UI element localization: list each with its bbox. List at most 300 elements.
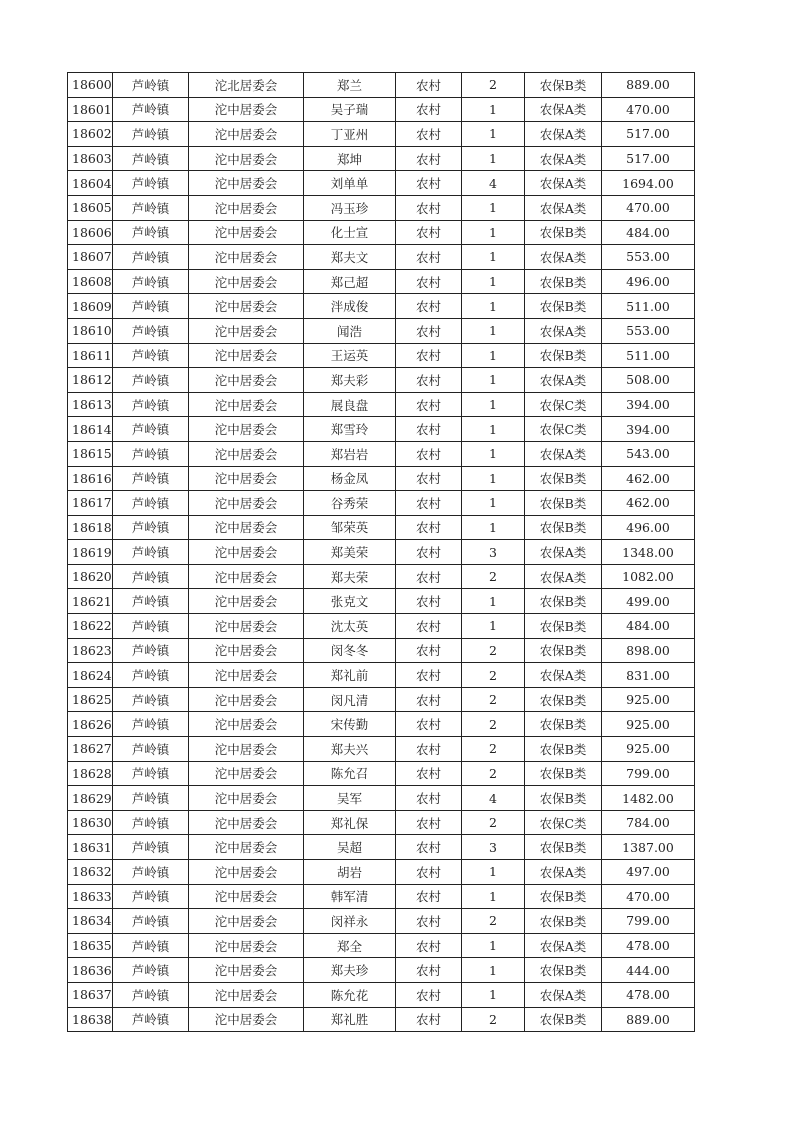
table-row [68, 687, 695, 712]
household-type-cell: 农村 [396, 491, 462, 516]
member-count-cell: 1 [462, 122, 525, 147]
person-name-cell: 闵祥永 [304, 909, 396, 934]
town-cell: 芦岭镇 [113, 810, 189, 835]
household-type-cell: 农村 [396, 122, 462, 147]
household-type-cell: 农村 [396, 269, 462, 294]
amount-cell: 831.00 [602, 663, 695, 688]
insurance-category-cell: 农保C类 [525, 392, 602, 417]
insurance-category-cell: 农保A类 [525, 368, 602, 393]
row-id-cell: 18609 [68, 294, 113, 319]
row-id-cell: 18611 [68, 343, 113, 368]
household-type-cell: 农村 [396, 982, 462, 1007]
row-id-cell: 18618 [68, 515, 113, 540]
household-type-cell: 农村 [396, 540, 462, 565]
amount-cell: 553.00 [602, 318, 695, 343]
town-cell: 芦岭镇 [113, 884, 189, 909]
person-name-cell: 郑雪玲 [304, 417, 396, 442]
committee-cell: 沱中居委会 [189, 687, 304, 712]
committee-cell: 沱中居委会 [189, 933, 304, 958]
person-name-cell: 郑礼保 [304, 810, 396, 835]
committee-cell: 沱中居委会 [189, 982, 304, 1007]
person-name-cell: 郑己超 [304, 269, 396, 294]
person-name-cell: 闻浩 [304, 318, 396, 343]
member-count-cell: 1 [462, 491, 525, 516]
household-type-cell: 农村 [396, 1007, 462, 1032]
insurance-category-cell: 农保B类 [525, 884, 602, 909]
amount-cell: 925.00 [602, 737, 695, 762]
row-id-cell: 18632 [68, 860, 113, 885]
member-count-cell: 1 [462, 392, 525, 417]
town-cell: 芦岭镇 [113, 122, 189, 147]
committee-cell: 沱中居委会 [189, 245, 304, 270]
household-type-cell: 农村 [396, 786, 462, 811]
row-id-cell: 18634 [68, 909, 113, 934]
town-cell: 芦岭镇 [113, 343, 189, 368]
person-name-cell: 郑美荣 [304, 540, 396, 565]
table-row [68, 441, 695, 466]
member-count-cell: 1 [462, 441, 525, 466]
household-type-cell: 农村 [396, 245, 462, 270]
member-count-cell: 1 [462, 933, 525, 958]
town-cell: 芦岭镇 [113, 294, 189, 319]
committee-cell: 沱中居委会 [189, 195, 304, 220]
row-id-cell: 18619 [68, 540, 113, 565]
insurance-category-cell: 农保B类 [525, 761, 602, 786]
insurance-category-cell: 农保B类 [525, 786, 602, 811]
row-id-cell: 18600 [68, 73, 113, 98]
person-name-cell: 吴军 [304, 786, 396, 811]
town-cell: 芦岭镇 [113, 392, 189, 417]
amount-cell: 496.00 [602, 515, 695, 540]
person-name-cell: 冯玉珍 [304, 195, 396, 220]
household-type-cell: 农村 [396, 318, 462, 343]
table-row [68, 122, 695, 147]
committee-cell: 沱中居委会 [189, 712, 304, 737]
town-cell: 芦岭镇 [113, 614, 189, 639]
person-name-cell: 化士宣 [304, 220, 396, 245]
committee-cell: 沱中居委会 [189, 663, 304, 688]
member-count-cell: 1 [462, 97, 525, 122]
town-cell: 芦岭镇 [113, 589, 189, 614]
insurance-category-cell: 农保B类 [525, 269, 602, 294]
committee-cell: 沱中居委会 [189, 97, 304, 122]
table-row [68, 663, 695, 688]
row-id-cell: 18633 [68, 884, 113, 909]
household-type-cell: 农村 [396, 97, 462, 122]
person-name-cell: 闵冬冬 [304, 638, 396, 663]
row-id-cell: 18627 [68, 737, 113, 762]
committee-cell: 沱中居委会 [189, 220, 304, 245]
committee-cell: 沱中居委会 [189, 737, 304, 762]
household-type-cell: 农村 [396, 195, 462, 220]
member-count-cell: 2 [462, 687, 525, 712]
town-cell: 芦岭镇 [113, 737, 189, 762]
amount-cell: 394.00 [602, 417, 695, 442]
table-row [68, 515, 695, 540]
town-cell: 芦岭镇 [113, 958, 189, 983]
town-cell: 芦岭镇 [113, 146, 189, 171]
insurance-category-cell: 农保A类 [525, 663, 602, 688]
member-count-cell: 4 [462, 786, 525, 811]
amount-cell: 1348.00 [602, 540, 695, 565]
amount-cell: 478.00 [602, 982, 695, 1007]
insurance-category-cell: 农保B类 [525, 515, 602, 540]
committee-cell: 沱中居委会 [189, 638, 304, 663]
insurance-category-cell: 农保A类 [525, 318, 602, 343]
row-id-cell: 18607 [68, 245, 113, 270]
household-type-cell: 农村 [396, 933, 462, 958]
row-id-cell: 18610 [68, 318, 113, 343]
household-type-cell: 农村 [396, 687, 462, 712]
committee-cell: 沱中居委会 [189, 909, 304, 934]
amount-cell: 496.00 [602, 269, 695, 294]
town-cell: 芦岭镇 [113, 171, 189, 196]
person-name-cell: 郑夫珍 [304, 958, 396, 983]
member-count-cell: 1 [462, 195, 525, 220]
household-type-cell: 农村 [396, 564, 462, 589]
town-cell: 芦岭镇 [113, 663, 189, 688]
row-id-cell: 18620 [68, 564, 113, 589]
table-row [68, 638, 695, 663]
table-row [68, 318, 695, 343]
table-row [68, 245, 695, 270]
row-id-cell: 18625 [68, 687, 113, 712]
insurance-category-cell: 农保B类 [525, 491, 602, 516]
insurance-category-cell: 农保B类 [525, 294, 602, 319]
household-type-cell: 农村 [396, 73, 462, 98]
table-row [68, 368, 695, 393]
household-type-cell: 农村 [396, 909, 462, 934]
insurance-category-cell: 农保B类 [525, 638, 602, 663]
town-cell: 芦岭镇 [113, 491, 189, 516]
person-name-cell: 郑岩岩 [304, 441, 396, 466]
member-count-cell: 2 [462, 564, 525, 589]
row-id-cell: 18613 [68, 392, 113, 417]
member-count-cell: 2 [462, 73, 525, 98]
insurance-category-cell: 农保B类 [525, 958, 602, 983]
committee-cell: 沱中居委会 [189, 958, 304, 983]
household-type-cell: 农村 [396, 860, 462, 885]
household-type-cell: 农村 [396, 884, 462, 909]
town-cell: 芦岭镇 [113, 195, 189, 220]
amount-cell: 478.00 [602, 933, 695, 958]
town-cell: 芦岭镇 [113, 909, 189, 934]
committee-cell: 沱中居委会 [189, 540, 304, 565]
insurance-category-cell: 农保A类 [525, 146, 602, 171]
insurance-category-cell: 农保A类 [525, 122, 602, 147]
amount-cell: 394.00 [602, 392, 695, 417]
insurance-category-cell: 农保A类 [525, 441, 602, 466]
row-id-cell: 18624 [68, 663, 113, 688]
amount-cell: 925.00 [602, 712, 695, 737]
person-name-cell: 郑坤 [304, 146, 396, 171]
committee-cell: 沱中居委会 [189, 884, 304, 909]
member-count-cell: 1 [462, 318, 525, 343]
household-type-cell: 农村 [396, 171, 462, 196]
insurance-category-cell: 农保B类 [525, 1007, 602, 1032]
table-row [68, 786, 695, 811]
member-count-cell: 1 [462, 589, 525, 614]
amount-cell: 462.00 [602, 466, 695, 491]
insurance-category-cell: 农保A类 [525, 245, 602, 270]
household-type-cell: 农村 [396, 958, 462, 983]
town-cell: 芦岭镇 [113, 835, 189, 860]
insurance-category-cell: 农保B类 [525, 737, 602, 762]
table-row [68, 417, 695, 442]
table-row [68, 589, 695, 614]
household-type-cell: 农村 [396, 146, 462, 171]
person-name-cell: 郑夫兴 [304, 737, 396, 762]
town-cell: 芦岭镇 [113, 220, 189, 245]
person-name-cell: 郑礼胜 [304, 1007, 396, 1032]
member-count-cell: 1 [462, 146, 525, 171]
household-type-cell: 农村 [396, 737, 462, 762]
committee-cell: 沱中居委会 [189, 294, 304, 319]
row-id-cell: 18626 [68, 712, 113, 737]
table-row [68, 614, 695, 639]
row-id-cell: 18638 [68, 1007, 113, 1032]
table-row [68, 466, 695, 491]
row-id-cell: 18636 [68, 958, 113, 983]
insurance-category-cell: 农保A类 [525, 171, 602, 196]
table-row [68, 835, 695, 860]
amount-cell: 1482.00 [602, 786, 695, 811]
member-count-cell: 2 [462, 761, 525, 786]
insurance-category-cell: 农保B类 [525, 73, 602, 98]
person-name-cell: 泮成俊 [304, 294, 396, 319]
member-count-cell: 1 [462, 982, 525, 1007]
person-name-cell: 刘单单 [304, 171, 396, 196]
member-count-cell: 2 [462, 663, 525, 688]
row-id-cell: 18623 [68, 638, 113, 663]
person-name-cell: 陈允花 [304, 982, 396, 1007]
person-name-cell: 张克文 [304, 589, 396, 614]
committee-cell: 沱中居委会 [189, 318, 304, 343]
person-name-cell: 郑夫荣 [304, 564, 396, 589]
amount-cell: 1387.00 [602, 835, 695, 860]
town-cell: 芦岭镇 [113, 269, 189, 294]
committee-cell: 沱中居委会 [189, 614, 304, 639]
committee-cell: 沱中居委会 [189, 761, 304, 786]
member-count-cell: 3 [462, 540, 525, 565]
amount-cell: 889.00 [602, 1007, 695, 1032]
table-row [68, 564, 695, 589]
household-type-cell: 农村 [396, 761, 462, 786]
amount-cell: 484.00 [602, 614, 695, 639]
member-count-cell: 1 [462, 417, 525, 442]
row-id-cell: 18622 [68, 614, 113, 639]
town-cell: 芦岭镇 [113, 786, 189, 811]
table-row [68, 269, 695, 294]
table-row [68, 958, 695, 983]
amount-cell: 499.00 [602, 589, 695, 614]
insurance-category-cell: 农保A类 [525, 933, 602, 958]
committee-cell: 沱中居委会 [189, 564, 304, 589]
amount-cell: 511.00 [602, 343, 695, 368]
committee-cell: 沱中居委会 [189, 466, 304, 491]
household-type-cell: 农村 [396, 515, 462, 540]
row-id-cell: 18605 [68, 195, 113, 220]
amount-cell: 497.00 [602, 860, 695, 885]
member-count-cell: 1 [462, 220, 525, 245]
member-count-cell: 1 [462, 466, 525, 491]
person-name-cell: 郑全 [304, 933, 396, 958]
insurance-category-cell: 农保A类 [525, 540, 602, 565]
committee-cell: 沱中居委会 [189, 491, 304, 516]
insurance-category-cell: 农保A类 [525, 195, 602, 220]
household-type-cell: 农村 [396, 417, 462, 442]
row-id-cell: 18628 [68, 761, 113, 786]
row-id-cell: 18621 [68, 589, 113, 614]
insurance-category-cell: 农保A类 [525, 860, 602, 885]
person-name-cell: 王运英 [304, 343, 396, 368]
table-row [68, 810, 695, 835]
committee-cell: 沱中居委会 [189, 1007, 304, 1032]
amount-cell: 470.00 [602, 97, 695, 122]
row-id-cell: 18617 [68, 491, 113, 516]
person-name-cell: 闵凡清 [304, 687, 396, 712]
town-cell: 芦岭镇 [113, 933, 189, 958]
table-row [68, 933, 695, 958]
amount-cell: 1694.00 [602, 171, 695, 196]
amount-cell: 444.00 [602, 958, 695, 983]
committee-cell: 沱中居委会 [189, 786, 304, 811]
member-count-cell: 1 [462, 614, 525, 639]
household-type-cell: 农村 [396, 220, 462, 245]
table-row [68, 712, 695, 737]
row-id-cell: 18614 [68, 417, 113, 442]
committee-cell: 沱中居委会 [189, 860, 304, 885]
town-cell: 芦岭镇 [113, 318, 189, 343]
member-count-cell: 3 [462, 835, 525, 860]
amount-cell: 799.00 [602, 909, 695, 934]
committee-cell: 沱中居委会 [189, 392, 304, 417]
table-row [68, 982, 695, 1007]
insurance-category-cell: 农保C类 [525, 810, 602, 835]
table-row [68, 73, 695, 98]
person-name-cell: 沈太英 [304, 614, 396, 639]
committee-cell: 沱中居委会 [189, 417, 304, 442]
table-row [68, 860, 695, 885]
row-id-cell: 18615 [68, 441, 113, 466]
town-cell: 芦岭镇 [113, 515, 189, 540]
row-id-cell: 18629 [68, 786, 113, 811]
member-count-cell: 2 [462, 712, 525, 737]
insurance-category-cell: 农保C类 [525, 417, 602, 442]
household-type-cell: 农村 [396, 810, 462, 835]
row-id-cell: 18601 [68, 97, 113, 122]
row-id-cell: 18602 [68, 122, 113, 147]
row-id-cell: 18608 [68, 269, 113, 294]
town-cell: 芦岭镇 [113, 73, 189, 98]
insurance-category-cell: 农保B类 [525, 712, 602, 737]
amount-cell: 484.00 [602, 220, 695, 245]
insurance-category-cell: 农保A类 [525, 97, 602, 122]
committee-cell: 沱中居委会 [189, 810, 304, 835]
person-name-cell: 丁亚州 [304, 122, 396, 147]
member-count-cell: 1 [462, 245, 525, 270]
committee-cell: 沱中居委会 [189, 441, 304, 466]
member-count-cell: 1 [462, 294, 525, 319]
table-row [68, 761, 695, 786]
table-row [68, 737, 695, 762]
table-row [68, 540, 695, 565]
person-name-cell: 陈允召 [304, 761, 396, 786]
committee-cell: 沱中居委会 [189, 343, 304, 368]
town-cell: 芦岭镇 [113, 860, 189, 885]
table-row [68, 392, 695, 417]
member-count-cell: 1 [462, 884, 525, 909]
person-name-cell: 邹荣英 [304, 515, 396, 540]
household-type-cell: 农村 [396, 392, 462, 417]
insurance-category-cell: 农保B类 [525, 589, 602, 614]
row-id-cell: 18631 [68, 835, 113, 860]
person-name-cell: 郑夫文 [304, 245, 396, 270]
town-cell: 芦岭镇 [113, 761, 189, 786]
amount-cell: 470.00 [602, 884, 695, 909]
committee-cell: 沱中居委会 [189, 368, 304, 393]
table-row [68, 909, 695, 934]
insurance-category-cell: 农保A类 [525, 982, 602, 1007]
household-type-cell: 农村 [396, 835, 462, 860]
household-type-cell: 农村 [396, 663, 462, 688]
table-row [68, 884, 695, 909]
household-type-cell: 农村 [396, 466, 462, 491]
amount-cell: 889.00 [602, 73, 695, 98]
member-count-cell: 1 [462, 958, 525, 983]
amount-cell: 511.00 [602, 294, 695, 319]
amount-cell: 508.00 [602, 368, 695, 393]
person-name-cell: 吴超 [304, 835, 396, 860]
row-id-cell: 18603 [68, 146, 113, 171]
member-count-cell: 2 [462, 737, 525, 762]
member-count-cell: 4 [462, 171, 525, 196]
household-type-cell: 农村 [396, 441, 462, 466]
town-cell: 芦岭镇 [113, 441, 189, 466]
household-type-cell: 农村 [396, 712, 462, 737]
town-cell: 芦岭镇 [113, 564, 189, 589]
person-name-cell: 宋传勤 [304, 712, 396, 737]
amount-cell: 784.00 [602, 810, 695, 835]
insurance-category-cell: 农保A类 [525, 564, 602, 589]
person-name-cell: 展良盘 [304, 392, 396, 417]
row-id-cell: 18616 [68, 466, 113, 491]
town-cell: 芦岭镇 [113, 687, 189, 712]
member-count-cell: 2 [462, 1007, 525, 1032]
amount-cell: 925.00 [602, 687, 695, 712]
committee-cell: 沱中居委会 [189, 269, 304, 294]
committee-cell: 沱中居委会 [189, 589, 304, 614]
row-id-cell: 18612 [68, 368, 113, 393]
insurance-category-cell: 农保B类 [525, 687, 602, 712]
amount-cell: 470.00 [602, 195, 695, 220]
member-count-cell: 1 [462, 368, 525, 393]
row-id-cell: 18630 [68, 810, 113, 835]
amount-cell: 799.00 [602, 761, 695, 786]
member-count-cell: 1 [462, 343, 525, 368]
person-name-cell: 吴子瑞 [304, 97, 396, 122]
household-type-cell: 农村 [396, 614, 462, 639]
town-cell: 芦岭镇 [113, 1007, 189, 1032]
committee-cell: 沱中居委会 [189, 515, 304, 540]
table-row [68, 220, 695, 245]
insurance-category-cell: 农保B类 [525, 909, 602, 934]
amount-cell: 517.00 [602, 122, 695, 147]
table-row [68, 146, 695, 171]
insurance-category-cell: 农保B类 [525, 614, 602, 639]
town-cell: 芦岭镇 [113, 982, 189, 1007]
committee-cell: 沱中居委会 [189, 171, 304, 196]
